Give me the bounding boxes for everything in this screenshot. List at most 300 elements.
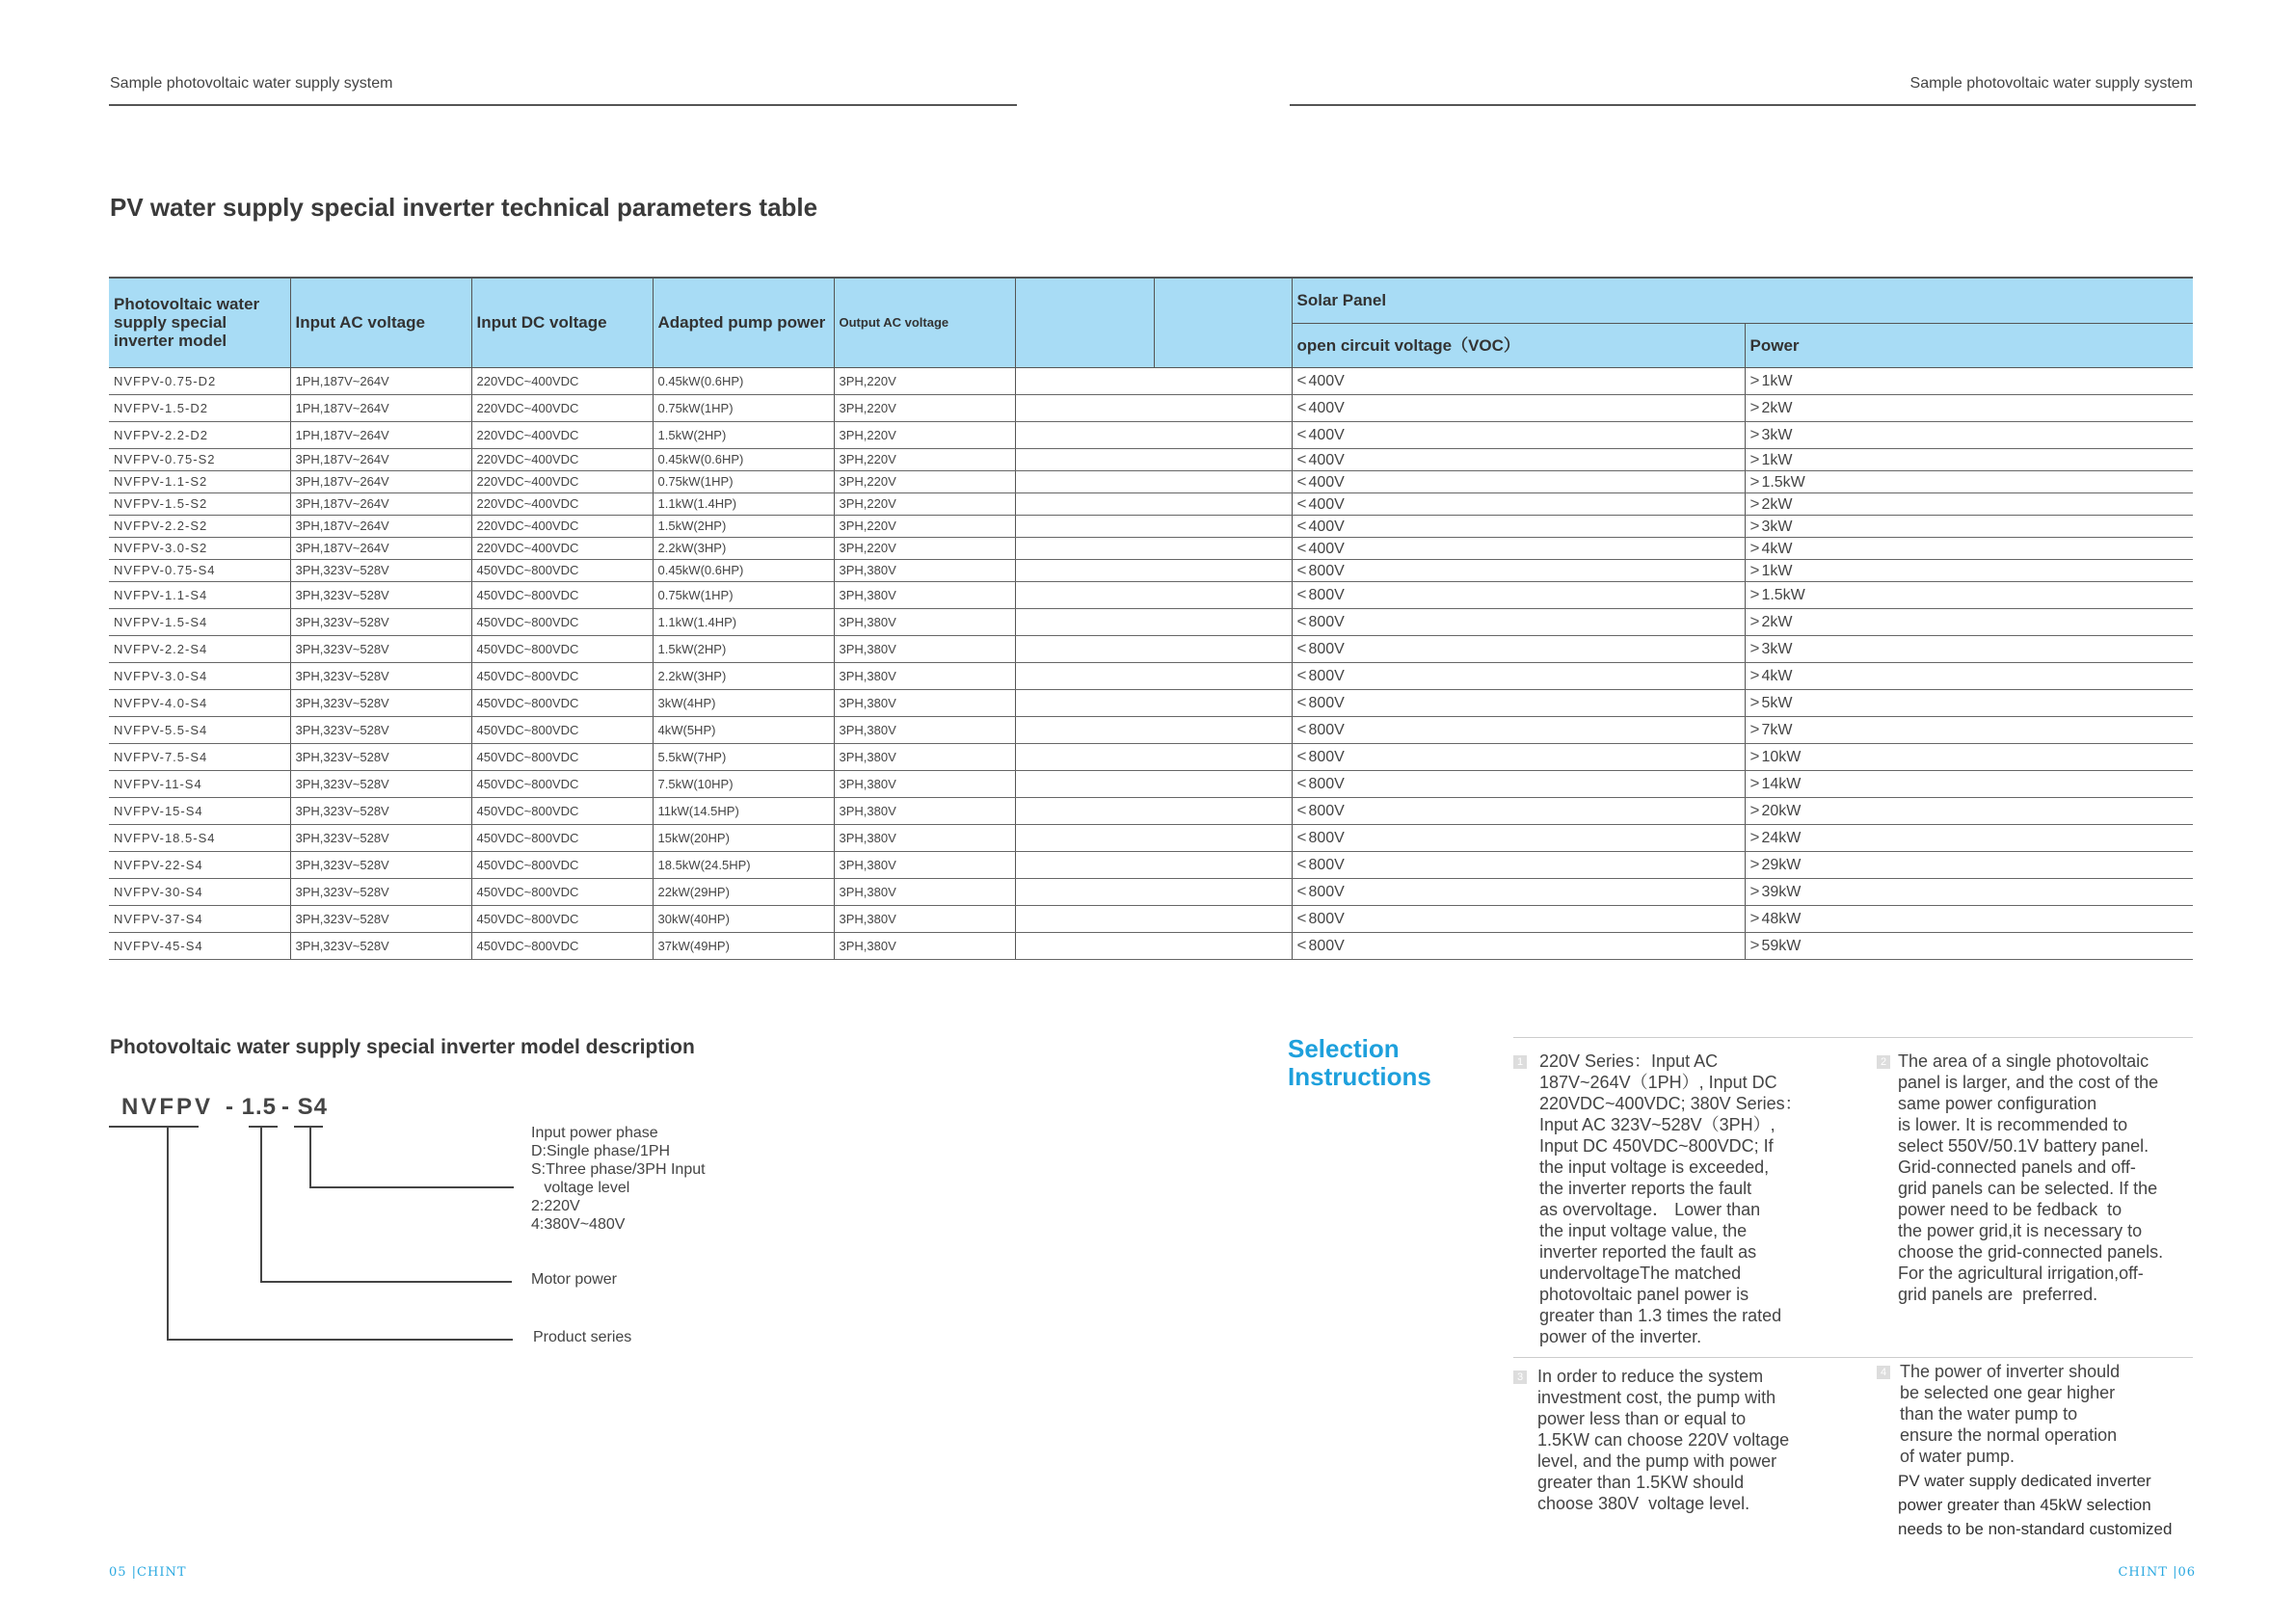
cell-voc (1292, 448, 1745, 470)
cell-model: NVFPV-0.75-S4 (109, 559, 290, 581)
power-value: 5kW (1761, 695, 1793, 711)
cell-model: NVFPV-0.75-D2 (109, 367, 290, 394)
cell-input-dc: 450VDC~800VDC (471, 743, 653, 770)
cell-pump-power: 0.75kW(1HP) (653, 581, 834, 608)
greater-than-symbol: > (1749, 398, 1760, 416)
cell-power (1745, 905, 2193, 932)
cell-output-ac: 3PH,220V (834, 492, 1015, 515)
cell-output-ac: 3PH,380V (834, 797, 1015, 824)
cell-output-ac: 3PH,380V (834, 743, 1015, 770)
cell-pump-power: 3kW(4HP) (653, 689, 834, 716)
cell-voc (1292, 797, 1745, 824)
voc-value: 800V (1308, 884, 1345, 900)
voc-value: 800V (1308, 668, 1345, 684)
power-value: 1.5kW (1761, 473, 1805, 491)
table-row (109, 824, 2193, 851)
table-row (109, 905, 2193, 932)
cell-blank (1154, 770, 1292, 797)
greater-than-symbol: > (1749, 371, 1760, 389)
less-than-symbol: < (1296, 693, 1307, 711)
cell-pump-power: 1.5kW(2HP) (653, 421, 834, 448)
cell-model: NVFPV-4.0-S4 (109, 689, 290, 716)
cell-voc (1292, 716, 1745, 743)
voc-value: 400V (1308, 427, 1345, 443)
power-value: 1kW (1761, 562, 1793, 579)
header-solar-panel: Solar Panel (1292, 278, 2193, 323)
greater-than-symbol: > (1749, 516, 1760, 535)
footer-right: CHINT |06 (2118, 1565, 2196, 1580)
cell-input-dc: 450VDC~800VDC (471, 608, 653, 635)
cell-input-ac: 3PH,323V~528V (290, 878, 471, 905)
cell-input-dc: 450VDC~800VDC (471, 689, 653, 716)
cell-output-ac: 3PH,220V (834, 537, 1015, 559)
table-row (109, 515, 2193, 537)
cell-blank (1154, 932, 1292, 959)
cell-power (1745, 689, 2193, 716)
cell-input-ac: 3PH,323V~528V (290, 743, 471, 770)
cell-blank (1154, 448, 1292, 470)
greater-than-symbol: > (1749, 693, 1760, 711)
cell-input-ac: 3PH,323V~528V (290, 635, 471, 662)
cell-output-ac: 3PH,380V (834, 932, 1015, 959)
page-title: PV water supply special inverter technical parameters table (110, 193, 818, 222)
less-than-symbol: < (1296, 639, 1307, 657)
cell-model: NVFPV-1.1-S2 (109, 470, 290, 492)
selection-mid-divider (1513, 1357, 2193, 1358)
table-row (109, 421, 2193, 448)
cell-blank (1154, 878, 1292, 905)
cell-blank (1154, 581, 1292, 608)
less-than-symbol: < (1296, 882, 1307, 900)
header-input-dc: Input DC voltage (471, 278, 653, 367)
cell-model: NVFPV-18.5-S4 (109, 824, 290, 851)
header-power: Power (1745, 323, 2193, 367)
less-than-symbol: < (1296, 774, 1307, 792)
cell-power (1745, 662, 2193, 689)
greater-than-symbol: > (1749, 585, 1760, 603)
voc-value: 800V (1308, 830, 1345, 846)
greater-than-symbol: > (1749, 425, 1760, 443)
cell-power (1745, 470, 2193, 492)
power-connector-v (260, 1126, 262, 1282)
series-description: Product series (533, 1329, 632, 1345)
cell-model: NVFPV-2.2-S4 (109, 635, 290, 662)
less-than-symbol: < (1296, 398, 1307, 416)
cell-input-ac: 3PH,323V~528V (290, 905, 471, 932)
note-4-text: The power of inverter should be selected one gear higher than the water pump to ensure the normal operation of water pump. (1900, 1362, 2121, 1466)
greater-than-symbol: > (1749, 538, 1760, 557)
greater-than-symbol: > (1749, 828, 1760, 846)
table-row (109, 581, 2193, 608)
power-value: 1kW (1761, 373, 1793, 389)
power-value: 1kW (1761, 451, 1793, 468)
cell-input-ac: 3PH,323V~528V (290, 797, 471, 824)
cell-blank (1015, 716, 1154, 743)
header-blank-1 (1015, 278, 1154, 367)
voc-value: 800V (1308, 562, 1345, 579)
cell-input-ac: 1PH,187V~264V (290, 367, 471, 394)
cell-output-ac: 3PH,380V (834, 581, 1015, 608)
table-row (109, 635, 2193, 662)
underline-power (249, 1126, 278, 1128)
cell-model: NVFPV-3.0-S2 (109, 537, 290, 559)
greater-than-symbol: > (1749, 909, 1760, 927)
note-1-number: 1 (1513, 1055, 1527, 1069)
cell-blank (1154, 716, 1292, 743)
power-value: 39kW (1761, 884, 1802, 900)
cell-power (1745, 635, 2193, 662)
table-row (109, 608, 2193, 635)
greater-than-symbol: > (1749, 936, 1760, 954)
cell-blank (1154, 367, 1292, 394)
cell-input-dc: 450VDC~800VDC (471, 824, 653, 851)
cell-model: NVFPV-1.5-S2 (109, 492, 290, 515)
greater-than-symbol: > (1749, 747, 1760, 765)
cell-blank (1015, 492, 1154, 515)
power-value: 20kW (1761, 803, 1802, 819)
cell-blank (1015, 635, 1154, 662)
cell-voc (1292, 824, 1745, 851)
cell-blank (1015, 448, 1154, 470)
greater-than-symbol: > (1749, 639, 1760, 657)
note-4-extra: PV water supply dedicated inverter power greater than 45kW selection needs to be non-standard customized (1898, 1472, 2173, 1538)
cell-blank (1015, 905, 1154, 932)
cell-output-ac: 3PH,380V (834, 878, 1015, 905)
cell-blank (1154, 824, 1292, 851)
cell-power (1745, 581, 2193, 608)
table-row (109, 367, 2193, 394)
cell-input-ac: 3PH,323V~528V (290, 716, 471, 743)
less-than-symbol: < (1296, 471, 1307, 491)
power-value: 59kW (1761, 938, 1802, 954)
cell-model: NVFPV-0.75-S2 (109, 448, 290, 470)
cell-input-ac: 3PH,323V~528V (290, 608, 471, 635)
greater-than-symbol: > (1749, 666, 1760, 684)
header-output-ac: Output AC voltage (834, 278, 1015, 367)
cell-input-ac: 3PH,187V~264V (290, 537, 471, 559)
power-value: 10kW (1761, 749, 1802, 765)
cell-input-ac: 3PH,323V~528V (290, 581, 471, 608)
greater-than-symbol: > (1749, 855, 1760, 873)
cell-output-ac: 3PH,220V (834, 394, 1015, 421)
cell-model: NVFPV-45-S4 (109, 932, 290, 959)
cell-blank (1154, 470, 1292, 492)
less-than-symbol: < (1296, 425, 1307, 443)
cell-blank (1015, 662, 1154, 689)
voc-value: 800V (1308, 722, 1345, 738)
cell-blank (1154, 394, 1292, 421)
cell-voc (1292, 770, 1745, 797)
cell-input-dc: 450VDC~800VDC (471, 559, 653, 581)
table-row (109, 770, 2193, 797)
power-value: 4kW (1761, 668, 1793, 684)
less-than-symbol: < (1296, 449, 1307, 468)
cell-voc (1292, 367, 1745, 394)
power-value: 3kW (1761, 427, 1793, 443)
voc-value: 400V (1308, 373, 1345, 389)
phase-connector-v (309, 1126, 311, 1187)
less-than-symbol: < (1296, 560, 1307, 579)
cell-input-dc: 450VDC~800VDC (471, 635, 653, 662)
cell-input-dc: 220VDC~400VDC (471, 421, 653, 448)
cell-blank (1154, 905, 1292, 932)
cell-input-dc: 450VDC~800VDC (471, 905, 653, 932)
less-than-symbol: < (1296, 909, 1307, 927)
parameters-table (109, 277, 2193, 960)
cell-pump-power: 18.5kW(24.5HP) (653, 851, 834, 878)
cell-input-dc: 220VDC~400VDC (471, 394, 653, 421)
cell-output-ac: 3PH,380V (834, 689, 1015, 716)
voc-value: 800V (1308, 857, 1345, 873)
cell-input-ac: 3PH,323V~528V (290, 689, 471, 716)
cell-voc (1292, 492, 1745, 515)
cell-pump-power: 11kW(14.5HP) (653, 797, 834, 824)
cell-input-dc: 220VDC~400VDC (471, 515, 653, 537)
cell-blank (1015, 608, 1154, 635)
less-than-symbol: < (1296, 666, 1307, 684)
power-value: 3kW (1761, 641, 1793, 657)
cell-input-dc: 450VDC~800VDC (471, 851, 653, 878)
table-row (109, 797, 2193, 824)
cell-output-ac: 3PH,380V (834, 559, 1015, 581)
header-pump-power: Adapted pump power (653, 278, 834, 367)
voc-value: 800V (1308, 776, 1345, 792)
less-than-symbol: < (1296, 720, 1307, 738)
voc-value: 800V (1308, 938, 1345, 954)
selection-title: Selection Instructions (1288, 1034, 1431, 1091)
cell-power (1745, 421, 2193, 448)
greater-than-symbol: > (1749, 774, 1760, 792)
cell-power (1745, 797, 2193, 824)
cell-voc (1292, 470, 1745, 492)
cell-model: NVFPV-2.2-D2 (109, 421, 290, 448)
table-row (109, 492, 2193, 515)
cell-input-ac: 3PH,187V~264V (290, 470, 471, 492)
cell-voc (1292, 932, 1745, 959)
cell-blank (1154, 635, 1292, 662)
cell-power (1745, 770, 2193, 797)
power-connector-h (260, 1281, 512, 1283)
cell-pump-power: 1.5kW(2HP) (653, 635, 834, 662)
cell-input-ac: 3PH,187V~264V (290, 515, 471, 537)
cell-input-ac: 3PH,323V~528V (290, 824, 471, 851)
cell-output-ac: 3PH,380V (834, 716, 1015, 743)
cell-output-ac: 3PH,380V (834, 770, 1015, 797)
cell-model: NVFPV-1.1-S4 (109, 581, 290, 608)
cell-blank (1015, 689, 1154, 716)
less-than-symbol: < (1296, 747, 1307, 765)
cell-blank (1154, 559, 1292, 581)
cell-model: NVFPV-11-S4 (109, 770, 290, 797)
cell-pump-power: 0.75kW(1HP) (653, 470, 834, 492)
cell-blank (1154, 689, 1292, 716)
model-code-series: NVFPV (121, 1094, 214, 1120)
series-connector-h (167, 1339, 513, 1341)
cell-blank (1015, 932, 1154, 959)
cell-input-dc: 220VDC~400VDC (471, 470, 653, 492)
table-row (109, 743, 2193, 770)
cell-model: NVFPV-3.0-S4 (109, 662, 290, 689)
cell-power (1745, 537, 2193, 559)
cell-blank (1015, 470, 1154, 492)
less-than-symbol: < (1296, 828, 1307, 846)
table-row (109, 662, 2193, 689)
cell-blank (1154, 797, 1292, 824)
less-than-symbol: < (1296, 855, 1307, 873)
cell-pump-power: 2.2kW(3HP) (653, 537, 834, 559)
voc-value: 400V (1308, 540, 1345, 557)
cell-blank (1015, 581, 1154, 608)
power-value: 29kW (1761, 857, 1802, 873)
greater-than-symbol: > (1749, 612, 1760, 630)
cell-input-dc: 450VDC~800VDC (471, 932, 653, 959)
less-than-symbol: < (1296, 493, 1307, 513)
cell-voc (1292, 537, 1745, 559)
note-1-text: 220V Series：Input AC 187V~264V（1PH）, Input DC 220VDC~400VDC; 380V Series： Input AC 323V~528V（3PH）, Input DC 450VDC~800VDC; If the input voltage is exceeded, the inverter reports the fault as overvoltage． Lower than the input voltage value, the inverter reported the fault as undervoltageThe matched photovoltaic panel power is greater than 1.3 times the rated power of the inverter. (1539, 1051, 1802, 1346)
greater-than-symbol: > (1749, 471, 1760, 491)
cell-pump-power: 37kW(49HP) (653, 932, 834, 959)
table-body (109, 367, 2193, 959)
power-value: 24kW (1761, 830, 1802, 846)
cell-pump-power: 2.2kW(3HP) (653, 662, 834, 689)
voc-value: 800V (1308, 614, 1345, 630)
power-value: 2kW (1761, 400, 1793, 416)
cell-blank (1154, 515, 1292, 537)
cell-power (1745, 394, 2193, 421)
cell-output-ac: 3PH,380V (834, 635, 1015, 662)
cell-blank (1015, 770, 1154, 797)
cell-pump-power: 0.45kW(0.6HP) (653, 559, 834, 581)
note-3-text: In order to reduce the system investment cost, the pump with power less than or equal to 1.5KW can choose 220V voltage level, and the pump with power greater than 1.5KW should choose 380V voltage level. (1537, 1367, 1790, 1513)
greater-than-symbol: > (1749, 801, 1760, 819)
note-4-number: 4 (1877, 1366, 1890, 1379)
cell-input-dc: 220VDC~400VDC (471, 367, 653, 394)
cell-input-dc: 220VDC~400VDC (471, 492, 653, 515)
table-row (109, 932, 2193, 959)
power-value: 3kW (1761, 518, 1793, 535)
cell-power (1745, 932, 2193, 959)
cell-pump-power: 15kW(20HP) (653, 824, 834, 851)
cell-blank (1015, 851, 1154, 878)
underline-phase (294, 1126, 323, 1128)
cell-blank (1154, 851, 1292, 878)
cell-blank (1015, 537, 1154, 559)
cell-input-ac: 3PH,187V~264V (290, 448, 471, 470)
cell-blank (1015, 394, 1154, 421)
cell-blank (1015, 367, 1154, 394)
cell-blank (1154, 662, 1292, 689)
cell-model: NVFPV-15-S4 (109, 797, 290, 824)
cell-voc (1292, 635, 1745, 662)
series-connector-v (167, 1126, 169, 1340)
cell-pump-power: 1.5kW(2HP) (653, 515, 834, 537)
cell-input-ac: 3PH,323V~528V (290, 932, 471, 959)
cell-voc (1292, 662, 1745, 689)
header-right-title: Sample photovoltaic water supply system (1909, 75, 2193, 92)
note-3-number: 3 (1513, 1370, 1527, 1384)
cell-input-dc: 220VDC~400VDC (471, 537, 653, 559)
cell-output-ac: 3PH,380V (834, 824, 1015, 851)
cell-output-ac: 3PH,220V (834, 367, 1015, 394)
voc-value: 800V (1308, 803, 1345, 819)
cell-model: NVFPV-37-S4 (109, 905, 290, 932)
cell-input-dc: 450VDC~800VDC (471, 770, 653, 797)
cell-output-ac: 3PH,380V (834, 608, 1015, 635)
table-row (109, 689, 2193, 716)
greater-than-symbol: > (1749, 493, 1760, 513)
cell-input-dc: 220VDC~400VDC (471, 448, 653, 470)
cell-blank (1154, 743, 1292, 770)
greater-than-symbol: > (1749, 449, 1760, 468)
cell-voc (1292, 689, 1745, 716)
cell-pump-power: 0.45kW(0.6HP) (653, 367, 834, 394)
cell-blank (1154, 492, 1292, 515)
phase-connector-h (309, 1186, 514, 1188)
cell-power (1745, 851, 2193, 878)
greater-than-symbol: > (1749, 720, 1760, 738)
cell-input-ac: 3PH,323V~528V (290, 851, 471, 878)
header-voc: open circuit voltage（VOC） (1292, 323, 1745, 367)
cell-output-ac: 3PH,220V (834, 448, 1015, 470)
model-code-power: - 1.5 (226, 1094, 278, 1120)
voc-value: 400V (1308, 495, 1345, 513)
table-row (109, 394, 2193, 421)
model-description-title: Photovoltaic water supply special inverter model description (110, 1036, 695, 1058)
cell-pump-power: 0.75kW(1HP) (653, 394, 834, 421)
table-row (109, 537, 2193, 559)
voc-value: 800V (1308, 911, 1345, 927)
cell-blank (1154, 421, 1292, 448)
model-code-phase: - S4 (281, 1094, 329, 1120)
cell-output-ac: 3PH,220V (834, 470, 1015, 492)
less-than-symbol: < (1296, 538, 1307, 557)
cell-input-dc: 450VDC~800VDC (471, 581, 653, 608)
power-value: 4kW (1761, 540, 1793, 557)
cell-input-ac: 1PH,187V~264V (290, 421, 471, 448)
cell-voc (1292, 851, 1745, 878)
footer-left: 05 |CHINT (109, 1565, 187, 1580)
cell-pump-power: 4kW(5HP) (653, 716, 834, 743)
cell-model: NVFPV-1.5-D2 (109, 394, 290, 421)
phase-description: Input power phase D:Single phase/1PH S:Three phase/3PH Input voltage level 2:220V 4:380V~480V (531, 1125, 706, 1233)
cell-blank (1015, 559, 1154, 581)
less-than-symbol: < (1296, 612, 1307, 630)
cell-power (1745, 515, 2193, 537)
cell-input-ac: 3PH,323V~528V (290, 770, 471, 797)
cell-blank (1015, 515, 1154, 537)
cell-power (1745, 608, 2193, 635)
cell-output-ac: 3PH,380V (834, 851, 1015, 878)
cell-power (1745, 878, 2193, 905)
table-row (109, 851, 2193, 878)
cell-input-dc: 450VDC~800VDC (471, 878, 653, 905)
cell-voc (1292, 394, 1745, 421)
header-right-rule (1290, 104, 2196, 106)
cell-power (1745, 824, 2193, 851)
selection-top-divider (1513, 1037, 2193, 1038)
cell-blank (1015, 824, 1154, 851)
cell-power (1745, 448, 2193, 470)
cell-input-ac: 3PH,187V~264V (290, 492, 471, 515)
power-value: 7kW (1761, 722, 1793, 738)
note-2-number: 2 (1877, 1055, 1890, 1069)
cell-voc (1292, 608, 1745, 635)
cell-voc (1292, 559, 1745, 581)
voc-value: 400V (1308, 473, 1345, 491)
cell-blank (1015, 743, 1154, 770)
cell-power (1745, 492, 2193, 515)
voc-value: 400V (1308, 518, 1345, 535)
